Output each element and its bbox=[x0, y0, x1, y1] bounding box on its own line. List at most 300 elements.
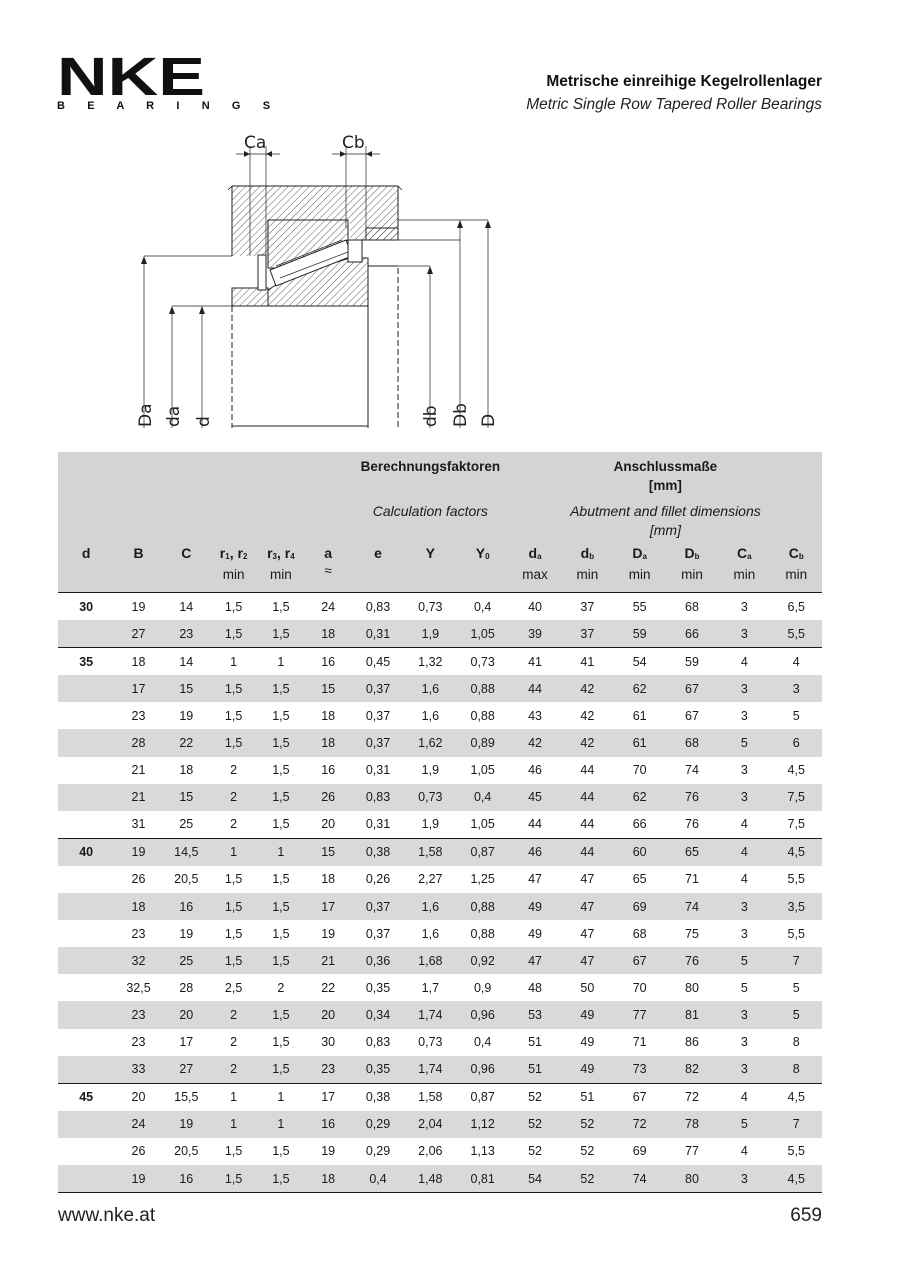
table-cell: 19 bbox=[114, 838, 162, 866]
column-symbol: a bbox=[324, 545, 333, 561]
table-cell: 15,5 bbox=[163, 1083, 210, 1111]
table-cell: 1,5 bbox=[257, 947, 304, 974]
table-cell: 1,5 bbox=[210, 947, 257, 974]
table-cell: 2 bbox=[277, 980, 285, 995]
table-row bbox=[58, 866, 822, 893]
table-cell: 1,5 bbox=[272, 1035, 290, 1050]
table-cell: 17 bbox=[305, 1083, 352, 1111]
column-subscript: b bbox=[798, 552, 804, 561]
column-symbol: D bbox=[632, 545, 643, 561]
table-cell: 31 bbox=[131, 817, 146, 832]
table-cell: 20,5 bbox=[174, 872, 199, 887]
table-cell: 1,58 bbox=[404, 1083, 456, 1111]
table-cell: 23 bbox=[163, 620, 210, 648]
table-cell: 18 bbox=[305, 729, 352, 756]
table-cell: 30 bbox=[58, 593, 114, 621]
column-header bbox=[771, 542, 823, 593]
table-cell: 62 bbox=[614, 675, 666, 702]
table-cell: 68 bbox=[666, 593, 718, 621]
table-cell bbox=[58, 974, 114, 1001]
table-cell: 0,88 bbox=[457, 675, 509, 702]
table-cell: 71 bbox=[685, 872, 699, 887]
table-cell: 16 bbox=[305, 1111, 352, 1138]
table-row bbox=[58, 757, 822, 784]
table-cell bbox=[58, 1111, 114, 1138]
table-cell: 16 bbox=[163, 1165, 210, 1193]
column-header bbox=[352, 542, 404, 593]
table-cell: 52 bbox=[509, 1111, 561, 1138]
column-symbol: C bbox=[788, 545, 799, 561]
table-cell: 20,5 bbox=[174, 1144, 199, 1159]
table-cell: 0,4 bbox=[457, 593, 509, 621]
column-header bbox=[58, 542, 114, 593]
column-subscript: b bbox=[694, 552, 700, 561]
table-cell: 17 bbox=[305, 893, 352, 920]
table-cell: 49 bbox=[561, 1001, 613, 1028]
table-cell: 54 bbox=[509, 1165, 561, 1193]
table-cell: 54 bbox=[614, 648, 666, 676]
column-header bbox=[457, 542, 509, 593]
table-cell: 39 bbox=[509, 620, 561, 648]
table-cell: 0,73 bbox=[404, 593, 456, 621]
table-cell: 3 bbox=[718, 1056, 770, 1084]
table-cell: 3 bbox=[771, 675, 823, 702]
table-cell: 4 bbox=[740, 1144, 748, 1159]
table-cell: 2,5 bbox=[224, 980, 243, 995]
table-cell: 5 bbox=[718, 729, 770, 756]
table-cell: 77 bbox=[614, 1001, 666, 1028]
table-cell: 74 bbox=[666, 893, 718, 920]
table-cell: 21 bbox=[305, 947, 352, 974]
column-symbol: d bbox=[528, 545, 538, 561]
header-spacer bbox=[58, 502, 352, 542]
table-cell: 68 bbox=[632, 926, 647, 941]
table-cell: 67 bbox=[614, 947, 666, 974]
table-cell bbox=[58, 675, 114, 702]
table-cell: 27 bbox=[163, 1056, 210, 1084]
column-subscript: 4 bbox=[290, 552, 295, 561]
table-cell: 76 bbox=[685, 817, 699, 832]
table-cell: 1,5 bbox=[224, 872, 243, 887]
table-cell: 19 bbox=[321, 926, 336, 941]
table-cell: 62 bbox=[614, 784, 666, 811]
table-cell: 18 bbox=[179, 763, 194, 778]
table-cell: 7 bbox=[771, 1111, 823, 1138]
table-cell: 22 bbox=[163, 729, 210, 756]
table-cell: 18 bbox=[305, 620, 352, 648]
table-cell: 7 bbox=[771, 947, 823, 974]
table-cell: 1,58 bbox=[404, 838, 456, 866]
table-cell: 3 bbox=[718, 893, 770, 920]
table-cell bbox=[58, 1165, 114, 1193]
column-header bbox=[561, 542, 613, 593]
table-cell bbox=[58, 1029, 114, 1056]
table-cell: 1,5 bbox=[210, 620, 257, 648]
column-header bbox=[305, 542, 352, 593]
brand-subtitle: B E A R I N G S bbox=[57, 100, 280, 112]
table-cell: 49 bbox=[528, 926, 542, 941]
table-row bbox=[58, 702, 822, 729]
table-cell: 1,5 bbox=[257, 1165, 304, 1193]
table-cell: 2 bbox=[230, 1035, 238, 1050]
table-cell: 77 bbox=[685, 1144, 699, 1159]
table-cell bbox=[58, 757, 114, 784]
table-cell: 1,32 bbox=[404, 648, 456, 676]
table-cell: 3 bbox=[740, 763, 748, 778]
table-cell: 53 bbox=[509, 1001, 561, 1028]
table-cell: 25 bbox=[179, 817, 194, 832]
table-cell: 0,35 bbox=[365, 980, 391, 995]
table-cell: 32,5 bbox=[126, 980, 151, 995]
label-Da: Da bbox=[136, 403, 156, 427]
table-cell: 26 bbox=[131, 872, 146, 887]
table-cell: 2,27 bbox=[418, 872, 443, 887]
table-cell: 17 bbox=[179, 1035, 194, 1050]
table-cell: 3 bbox=[718, 620, 770, 648]
table-cell: 0,29 bbox=[365, 1144, 391, 1159]
table-cell: 0,96 bbox=[457, 1056, 509, 1084]
table-cell: 51 bbox=[509, 1056, 561, 1084]
table-cell: 18 bbox=[114, 648, 162, 676]
table-cell: 1,5 bbox=[257, 784, 304, 811]
table-cell: 0,37 bbox=[352, 893, 404, 920]
footer-website: www.nke.at bbox=[58, 1205, 156, 1226]
table-cell: 4,5 bbox=[787, 763, 805, 778]
table-cell: 0,37 bbox=[352, 729, 404, 756]
table-cell: 30 bbox=[321, 1035, 336, 1050]
table-cell: 1 bbox=[257, 838, 304, 866]
table-cell: 0,83 bbox=[352, 593, 404, 621]
table-cell: 4,5 bbox=[771, 1083, 823, 1111]
table-cell: 1,5 bbox=[210, 593, 257, 621]
table-cell: 61 bbox=[614, 729, 666, 756]
table-cell: 1,5 bbox=[257, 675, 304, 702]
table-cell: 0,87 bbox=[457, 838, 509, 866]
table-cell: 27 bbox=[114, 620, 162, 648]
column-symbol: d bbox=[81, 545, 91, 561]
table-cell: 44 bbox=[561, 784, 613, 811]
table-cell: 20 bbox=[114, 1083, 162, 1111]
column-subscript: a bbox=[747, 552, 752, 561]
table-cell: 15 bbox=[163, 784, 210, 811]
table-cell: 1,5 bbox=[210, 893, 257, 920]
table-cell: 1,6 bbox=[421, 708, 440, 723]
table-cell: 16 bbox=[305, 648, 352, 676]
table-cell: 51 bbox=[561, 1083, 613, 1111]
table-cell: 0,36 bbox=[352, 947, 404, 974]
table-header bbox=[58, 452, 822, 593]
table-cell: 0,4 bbox=[352, 1165, 404, 1193]
table-cell: 81 bbox=[666, 1001, 718, 1028]
column-symbol: r bbox=[267, 545, 273, 561]
table-cell: 52 bbox=[561, 1165, 613, 1193]
table-cell: 1,5 bbox=[272, 872, 290, 887]
table-cell bbox=[58, 893, 114, 920]
table-cell: 20 bbox=[163, 1001, 210, 1028]
table-cell: 41 bbox=[561, 648, 613, 676]
table-cell: 1 bbox=[257, 1111, 304, 1138]
table-cell: 6,5 bbox=[771, 593, 823, 621]
table-cell: 68 bbox=[666, 729, 718, 756]
table-cell: 20 bbox=[305, 1001, 352, 1028]
table-cell: 23 bbox=[305, 1056, 352, 1084]
table-cell: 40 bbox=[58, 838, 114, 866]
table-cell: 1,62 bbox=[404, 729, 456, 756]
table-cell: 5,5 bbox=[787, 872, 805, 887]
table-cell: 32 bbox=[114, 947, 162, 974]
table-cell: 1 bbox=[210, 1111, 257, 1138]
column-subscript: b bbox=[589, 552, 595, 561]
label-db: db bbox=[421, 405, 441, 427]
label-cb: Cb bbox=[342, 133, 365, 153]
table-row bbox=[58, 947, 822, 974]
table-cell: 52 bbox=[528, 1144, 542, 1159]
table-cell: 0,73 bbox=[457, 648, 509, 676]
table-cell: 5 bbox=[740, 980, 748, 995]
table-cell: 3 bbox=[740, 926, 748, 941]
table-cell: 1,5 bbox=[272, 1144, 290, 1159]
table-cell: 19 bbox=[163, 1111, 210, 1138]
table-cell: 3 bbox=[740, 708, 748, 723]
table-cell: 67 bbox=[666, 675, 718, 702]
column-symbol: e bbox=[374, 545, 382, 561]
table-cell: 17 bbox=[114, 675, 162, 702]
table-cell: 1,6 bbox=[404, 675, 456, 702]
column-header bbox=[509, 542, 561, 593]
table-cell: 65 bbox=[666, 838, 718, 866]
table-cell: 1,5 bbox=[224, 1144, 243, 1159]
table-cell: 59 bbox=[614, 620, 666, 648]
table-row bbox=[58, 974, 822, 1001]
table-cell: 5,5 bbox=[771, 620, 823, 648]
table-cell: 66 bbox=[666, 620, 718, 648]
table-cell: 67 bbox=[614, 1083, 666, 1111]
table-cell: 2 bbox=[230, 817, 238, 832]
table-cell: 1,68 bbox=[404, 947, 456, 974]
column-symbol: r bbox=[219, 545, 226, 561]
table-cell: 0,81 bbox=[457, 1165, 509, 1193]
table-cell: 1,13 bbox=[470, 1144, 495, 1159]
table-cell: 19 bbox=[179, 708, 194, 723]
table-cell: 1,05 bbox=[457, 620, 509, 648]
table-cell: 19 bbox=[321, 1144, 336, 1159]
table-cell: 0,83 bbox=[365, 1035, 391, 1050]
table-cell: 1,74 bbox=[404, 1001, 456, 1028]
table-cell: 1,5 bbox=[224, 708, 243, 723]
table-cell: 1,5 bbox=[272, 926, 290, 941]
column-subscript: 3 bbox=[272, 552, 277, 561]
group-abutment-en-title: Abutment and fillet dimensions bbox=[570, 503, 761, 519]
table-cell: 2 bbox=[210, 1001, 257, 1028]
table-cell: 86 bbox=[685, 1035, 699, 1050]
table-cell bbox=[58, 729, 114, 756]
table-row bbox=[58, 1165, 822, 1193]
table-cell: 19 bbox=[114, 593, 162, 621]
table-cell: 1 bbox=[210, 838, 257, 866]
table-cell: 18 bbox=[305, 1165, 352, 1193]
table-cell: 72 bbox=[614, 1111, 666, 1138]
table-cell: 45 bbox=[58, 1083, 114, 1111]
table-cell: 23 bbox=[131, 926, 146, 941]
column-symbol: d bbox=[580, 545, 590, 561]
table-cell: 0,88 bbox=[470, 708, 495, 723]
label-ca: Ca bbox=[244, 133, 267, 153]
table-cell: 44 bbox=[580, 763, 595, 778]
table-cell: 48 bbox=[528, 980, 542, 995]
group-calc-en: Calculation factors bbox=[352, 502, 509, 542]
bearing-data-table bbox=[58, 452, 822, 1193]
table-cell: 65 bbox=[632, 872, 647, 887]
table-cell: 0,45 bbox=[352, 648, 404, 676]
column-header bbox=[210, 542, 257, 593]
table-cell: 18 bbox=[321, 872, 336, 887]
table-cell bbox=[58, 1056, 114, 1084]
table-cell: 42 bbox=[561, 675, 613, 702]
table-cell: 14,5 bbox=[163, 838, 210, 866]
table-cell: 0,9 bbox=[473, 980, 492, 995]
table-cell: 49 bbox=[509, 893, 561, 920]
table-cell: 0,87 bbox=[457, 1083, 509, 1111]
column-unit: min bbox=[628, 567, 651, 582]
table-cell: 74 bbox=[685, 763, 699, 778]
table-cell: 55 bbox=[614, 593, 666, 621]
table-cell: 1,5 bbox=[257, 620, 304, 648]
table-cell: 69 bbox=[632, 1144, 647, 1159]
table-cell: 0,26 bbox=[365, 872, 391, 887]
table-cell: 80 bbox=[685, 980, 699, 995]
table-cell: 0,96 bbox=[457, 1001, 509, 1028]
column-header bbox=[404, 542, 456, 593]
column-unit: min bbox=[270, 567, 292, 582]
table-cell bbox=[58, 866, 114, 893]
column-unit: min bbox=[222, 567, 245, 582]
table-cell: 18 bbox=[114, 893, 162, 920]
column-header bbox=[257, 542, 304, 593]
table-cell: 70 bbox=[632, 763, 647, 778]
table-body bbox=[58, 593, 822, 1193]
table-cell: 0,92 bbox=[457, 947, 509, 974]
table-cell: 2,06 bbox=[418, 1144, 443, 1159]
table-cell: 1,5 bbox=[224, 926, 243, 941]
table-row bbox=[58, 1083, 822, 1111]
table-cell: 33 bbox=[114, 1056, 162, 1084]
table-cell: 4 bbox=[771, 648, 823, 676]
group-abutment-en bbox=[509, 502, 822, 542]
column-symbol: Y bbox=[475, 545, 486, 561]
table-cell: 80 bbox=[666, 1165, 718, 1193]
table-cell: 24 bbox=[114, 1111, 162, 1138]
table-row bbox=[58, 1111, 822, 1138]
table-cell: 5 bbox=[792, 980, 800, 995]
table-cell: 23 bbox=[131, 708, 146, 723]
table-cell bbox=[58, 811, 114, 839]
table-cell: 41 bbox=[509, 648, 561, 676]
table-row bbox=[58, 784, 822, 811]
table-cell: 60 bbox=[614, 838, 666, 866]
table-cell: 1,12 bbox=[457, 1111, 509, 1138]
table-cell: 1 bbox=[257, 648, 304, 676]
table-cell: 3 bbox=[718, 1001, 770, 1028]
table-cell: 2 bbox=[230, 763, 238, 778]
table-cell: 82 bbox=[666, 1056, 718, 1084]
table-cell: 19 bbox=[114, 1165, 162, 1193]
column-symbol: , r bbox=[277, 545, 291, 561]
table-cell: 72 bbox=[666, 1083, 718, 1111]
table-cell: 0,88 bbox=[470, 926, 495, 941]
table-cell: 42 bbox=[561, 729, 613, 756]
table-cell: 1,9 bbox=[421, 763, 440, 778]
table-cell: 18 bbox=[321, 708, 336, 723]
column-header bbox=[614, 542, 666, 593]
table-cell: 1,5 bbox=[257, 729, 304, 756]
table-cell: 44 bbox=[561, 838, 613, 866]
table-cell: 49 bbox=[561, 1056, 613, 1084]
table-cell: 4 bbox=[718, 648, 770, 676]
table-cell: 15 bbox=[305, 838, 352, 866]
label-D: D bbox=[479, 413, 499, 427]
table-cell: 45 bbox=[509, 784, 561, 811]
table-cell: 5 bbox=[792, 708, 800, 723]
page-title-en: Metric Single Row Tapered Roller Bearings bbox=[526, 96, 822, 113]
table-cell: 40 bbox=[509, 593, 561, 621]
table-cell: 49 bbox=[580, 1035, 595, 1050]
table-cell: 1,5 bbox=[210, 729, 257, 756]
table-cell: 7,5 bbox=[787, 817, 805, 832]
table-cell: 1,7 bbox=[421, 980, 440, 995]
column-symbol: B bbox=[133, 545, 144, 561]
table-cell: 52 bbox=[561, 1111, 613, 1138]
table-cell: 3 bbox=[740, 1035, 748, 1050]
table-cell: 1 bbox=[210, 648, 257, 676]
table-cell: 47 bbox=[509, 947, 561, 974]
table-row bbox=[58, 1029, 822, 1056]
table-cell: 0,89 bbox=[457, 729, 509, 756]
table-cell: 4 bbox=[718, 838, 770, 866]
table-cell bbox=[58, 784, 114, 811]
table-cell: 8 bbox=[792, 1035, 800, 1050]
table-cell: 51 bbox=[528, 1035, 542, 1050]
table-cell: 35 bbox=[58, 648, 114, 676]
table-cell: 3,5 bbox=[771, 893, 823, 920]
table-cell: 2 bbox=[210, 784, 257, 811]
column-subscript: 1 bbox=[225, 552, 230, 561]
table-cell: 74 bbox=[614, 1165, 666, 1193]
table-cell: 23 bbox=[114, 1001, 162, 1028]
table-cell: 47 bbox=[561, 893, 613, 920]
table-cell: 61 bbox=[632, 708, 647, 723]
table-cell: 1,6 bbox=[421, 926, 440, 941]
column-subscript: 0 bbox=[485, 552, 490, 561]
table-cell: 26 bbox=[305, 784, 352, 811]
brand-logo-wordmark bbox=[57, 56, 205, 96]
table-cell: 44 bbox=[509, 675, 561, 702]
column-unit: min bbox=[681, 567, 703, 582]
column-subscript: a bbox=[642, 552, 647, 561]
table-cell bbox=[58, 620, 114, 648]
column-unit: max bbox=[522, 567, 548, 582]
table-cell: 14 bbox=[163, 593, 210, 621]
table-cell: 28 bbox=[114, 729, 162, 756]
column-subscript: a bbox=[537, 552, 542, 561]
table-cell: 8 bbox=[771, 1056, 823, 1084]
table-cell: 5 bbox=[718, 1111, 770, 1138]
table-cell: 0,31 bbox=[352, 620, 404, 648]
table-cell: 47 bbox=[580, 926, 595, 941]
table-cell: 1,5 bbox=[272, 763, 290, 778]
column-unit: min bbox=[576, 567, 599, 582]
table-cell: 52 bbox=[509, 1083, 561, 1111]
table-row bbox=[58, 648, 822, 676]
